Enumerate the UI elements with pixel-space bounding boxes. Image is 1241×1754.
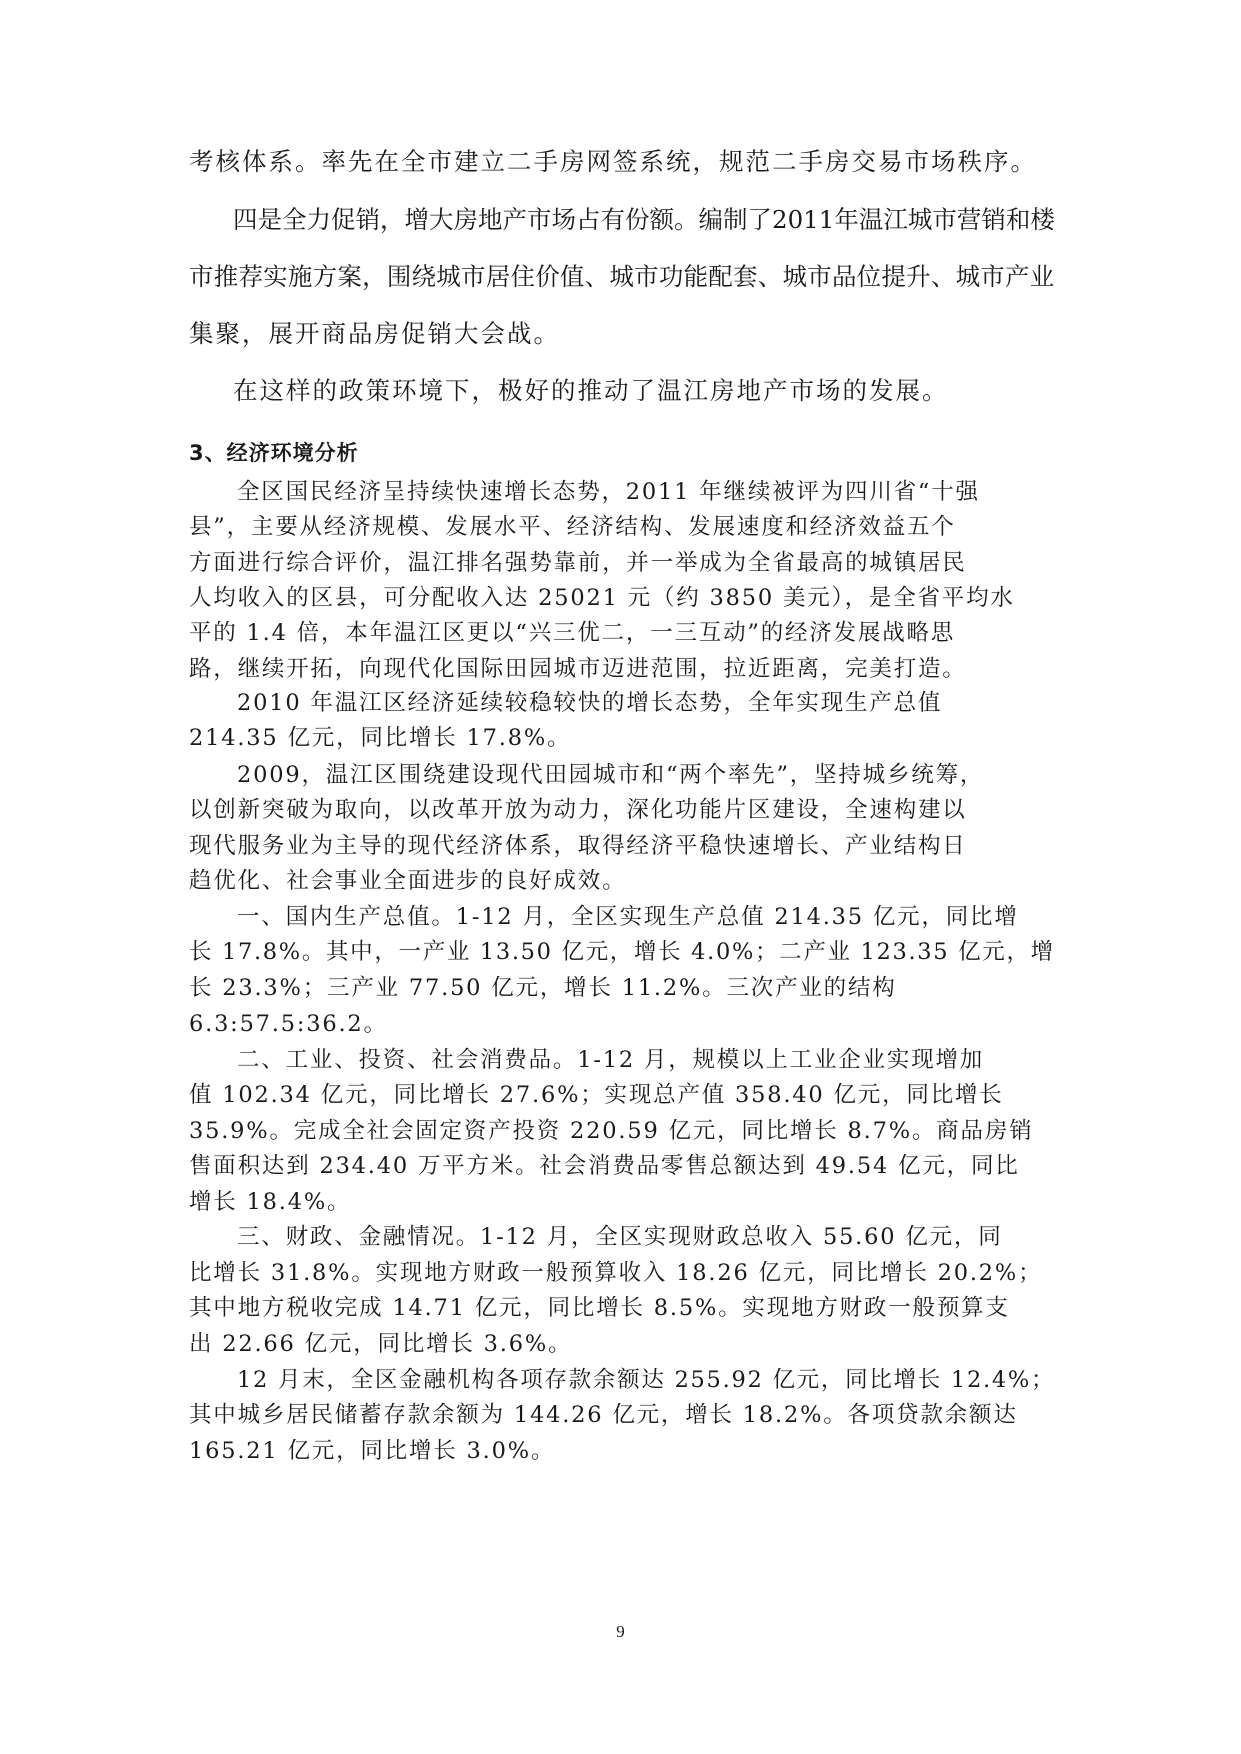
text-line: 其中城乡居民储蓄存款余额为 144.26 亿元，增长 18.2%。各项贷款余额达 [189,1402,1018,1428]
text-line: 165.21 亿元，同比增长 3.0%。 [189,1438,556,1464]
text-line: 全区国民经济呈持续快速增长态势，2011 年继续被评为四川省“十强 [237,479,980,505]
text-line: 6.3:57.5:36.2。 [189,1011,388,1037]
page-number: 9 [616,1622,625,1641]
text-line: 长 17.8%。其中，一产业 13.50 亿元，增长 4.0%；二产业 123.35 亿元，增 [189,939,1055,965]
text-line: 长 23.3%；三产业 77.50 亿元，增长 11.2%。三次产业的结构 [189,975,897,1001]
text-line: 考核体系。率先在全市建立二手房网签系统，规范二手房交易市场秩序。 [189,147,1037,176]
text-line: 一、国内生产总值。1-12 月，全区实现生产总值 214.35 亿元，同比增 [237,904,1019,930]
text-line: 三、财政、金融情况。1-12 月，全区实现财政总收入 55.60 亿元，同 [237,1224,1003,1250]
section-heading: 3、经济环境分析 [189,441,359,465]
text-line: 四是全力促销，增大房地产市场占有份额。编制了2011年温江城市营销和楼 [233,205,1055,234]
text-line: 人均收入的区县，可分配收入达 25021 元（约 3850 美元），是全省平均水 [189,585,1015,611]
text-line: 214.35 亿元，同比增长 17.8%。 [189,725,572,751]
text-line: 售面积达到 234.40 万平方米。社会消费品零售总额达到 49.54 亿元，同比 [189,1153,1020,1179]
text-line: 12 月末，全区金融机构各项存款余额达 255.92 亿元，同比增长 12.4%； [237,1367,1056,1393]
text-line: 县”，主要从经济规模、发展水平、经济结构、发展速度和经济效益五个 [189,514,956,540]
text-line: 二、工业、投资、社会消费品。1-12 月，规模以上工业企业实现增加 [237,1047,985,1073]
text-line: 增长 18.4%。 [189,1189,352,1215]
text-line: 趋优化、社会事业全面进步的良好成效。 [189,868,627,894]
text-line: 现代服务业为主导的现代经济体系，取得经济平稳快速增长、产业结构日 [189,833,967,859]
text-line: 比增长 31.8%。实现地方财政一般预算收入 18.26 亿元，同比增长 20.2%； [189,1260,1043,1286]
text-line: 以创新突破为取向，以改革开放为动力，深化功能片区建设，全速构建以 [189,797,967,823]
text-line: 路，继续开拓，向现代化国际田园城市迈进范围，拉近距离，完美打造。 [189,656,967,682]
text-line: 出 22.66 亿元，同比增长 3.6%。 [189,1331,573,1357]
text-line: 方面进行综合评价，温江排名强势靠前，并一举成为全省最高的城镇居民 [189,550,967,576]
text-line: 35.9%。完成全社会固定资产投资 220.59 亿元，同比增长 8.7%。商品房销 [189,1118,1034,1144]
text-line: 市推荐实施方案，围绕城市居住价值、城市功能配套、城市品位提升、城市产业 [189,262,1055,291]
text-line: 值 102.34 亿元，同比增长 27.6%；实现总产值 358.40 亿元，同比增长 [189,1082,1004,1108]
text-line: 2009，温江区围绕建设现代田园城市和“两个率先”，坚持城乡统筹， [237,762,985,788]
text-line: 其中地方税收完成 14.71 亿元，同比增长 8.5%。实现地方财政一般预算支 [189,1295,1010,1321]
text-line: 平的 1.4 倍，本年温江区更以“兴三优二，一三互动”的经济发展战略思 [189,620,956,646]
text-line: 2010 年温江区经济延续较稳较快的增长态势，全年实现生产总值 [237,690,943,716]
text-line: 集聚，展开商品房促销大会战。 [189,319,560,348]
text-line: 在这样的政策环境下，极好的推动了温江房地产市场的发展。 [233,376,949,405]
